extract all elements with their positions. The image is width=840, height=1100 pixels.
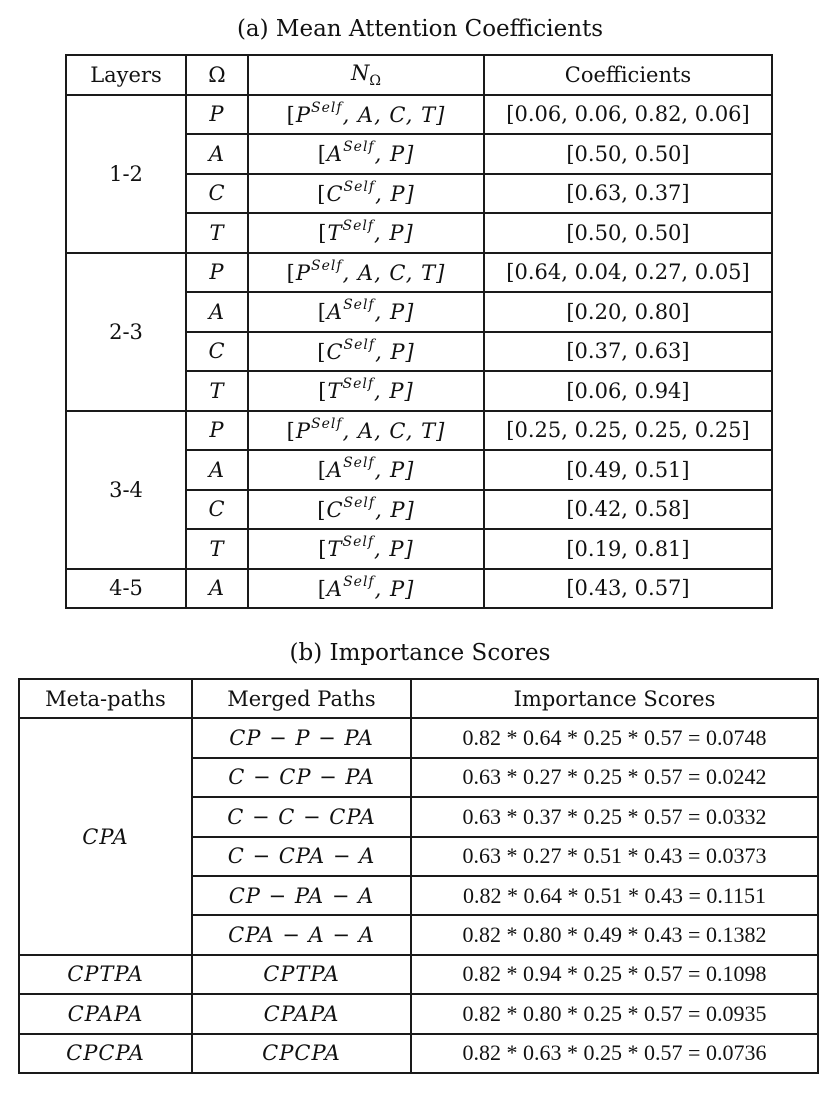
table-a-header-row (66, 55, 772, 95)
open-bracket: [ (286, 102, 296, 127)
header-n-subscript: Ω (369, 72, 381, 89)
self-node: P (295, 418, 312, 443)
omega-cell: T (186, 371, 248, 411)
header-meta-paths: Meta-paths (19, 679, 192, 718)
merged-path-cell: C − C − CPA (192, 797, 411, 836)
merged-path-cell: C − CP − PA (192, 758, 411, 797)
omega-cell: A (186, 569, 248, 609)
neighborhood-cell (248, 450, 484, 490)
self-node: T (327, 537, 343, 562)
coefficients-cell: [0.49, 0.51] (484, 450, 772, 490)
importance-score-cell: 0.63 * 0.27 * 0.51 * 0.43 = 0.0373 (411, 837, 818, 876)
omega-cell: P (186, 253, 248, 293)
header-coefficients: Coefficients (484, 55, 772, 95)
coefficients-cell: [0.63, 0.37] (484, 174, 772, 214)
open-bracket: [ (317, 576, 327, 601)
table-row (19, 994, 818, 1033)
table-row (66, 569, 772, 609)
header-neighborhood (248, 55, 484, 95)
neighborhood-cell (248, 332, 484, 372)
self-superscript: Self (342, 534, 375, 551)
importance-scores-table (18, 678, 819, 1074)
self-node: T (327, 221, 343, 246)
table-row (19, 718, 818, 757)
self-node: A (326, 142, 344, 167)
importance-score-cell: 0.82 * 0.80 * 0.25 * 0.57 = 0.0935 (411, 994, 818, 1033)
open-bracket: [ (286, 418, 296, 443)
self-superscript: Self (342, 376, 375, 393)
merged-path-cell: CPTPA (192, 955, 411, 994)
neighbor-rest: , P] (374, 458, 415, 483)
omega-cell: C (186, 174, 248, 214)
self-node: P (295, 260, 312, 285)
self-node: A (326, 576, 344, 601)
meta-path-cell: CPA (19, 718, 192, 954)
neighbor-rest: , P] (374, 300, 415, 325)
neighborhood-cell (248, 253, 484, 293)
neighbor-rest: , A, C, T] (342, 102, 446, 127)
self-superscript: Self (342, 218, 375, 235)
neighbor-rest: , P] (374, 537, 414, 562)
omega-cell: A (186, 292, 248, 332)
omega-cell: C (186, 332, 248, 372)
coefficients-cell: [0.43, 0.57] (484, 569, 772, 609)
coefficients-cell: [0.50, 0.50] (484, 134, 772, 174)
coefficients-cell: [0.06, 0.94] (484, 371, 772, 411)
meta-path-cell: CPAPA (19, 994, 192, 1033)
neighbor-rest: , P] (374, 221, 414, 246)
table-row (66, 253, 772, 293)
self-node: P (295, 102, 312, 127)
coefficients-cell: [0.42, 0.58] (484, 490, 772, 530)
self-superscript: Self (343, 336, 376, 353)
merged-path-cell: CPCPA (192, 1034, 411, 1073)
self-superscript: Self (343, 455, 375, 472)
self-superscript: Self (311, 99, 343, 116)
merged-path-cell: C − CPA − A (192, 837, 411, 876)
open-bracket: [ (317, 181, 327, 206)
importance-score-cell: 0.63 * 0.37 * 0.25 * 0.57 = 0.0332 (411, 797, 818, 836)
merged-path-cell: CP − P − PA (192, 718, 411, 757)
neighborhood-cell (248, 213, 484, 253)
neighbor-rest: , A, C, T] (342, 418, 446, 443)
self-superscript: Self (343, 297, 375, 314)
self-superscript: Self (311, 415, 343, 432)
layers-cell: 2-3 (66, 253, 186, 411)
neighbor-rest: , P] (375, 181, 415, 206)
neighborhood-cell (248, 174, 484, 214)
table-row (19, 1034, 818, 1073)
meta-path-cell: CPTPA (19, 955, 192, 994)
neighborhood-cell (248, 292, 484, 332)
importance-score-cell: 0.82 * 0.64 * 0.51 * 0.43 = 0.1151 (411, 876, 818, 915)
self-node: T (327, 379, 343, 404)
neighbor-rest: , P] (375, 497, 415, 522)
self-node: A (326, 300, 344, 325)
header-importance-scores: Importance Scores (411, 679, 818, 718)
neighborhood-cell (248, 134, 484, 174)
layers-cell: 3-4 (66, 411, 186, 569)
table-a-caption: (a) Mean Attention Coefficients (236, 16, 604, 42)
open-bracket: [ (317, 142, 327, 167)
neighbor-rest: , P] (374, 576, 415, 601)
omega-cell: P (186, 411, 248, 451)
neighborhood-cell (248, 490, 484, 530)
importance-score-cell: 0.82 * 0.94 * 0.25 * 0.57 = 0.1098 (411, 955, 818, 994)
neighborhood-cell (248, 529, 484, 569)
importance-score-cell: 0.63 * 0.27 * 0.25 * 0.57 = 0.0242 (411, 758, 818, 797)
header-omega: Ω (186, 55, 248, 95)
attention-coefficients-table (65, 54, 773, 609)
coefficients-cell: [0.64, 0.04, 0.27, 0.05] (484, 253, 772, 293)
neighbor-rest: , P] (374, 379, 414, 404)
importance-score-cell: 0.82 * 0.63 * 0.25 * 0.57 = 0.0736 (411, 1034, 818, 1073)
neighborhood-cell (248, 569, 484, 609)
table-row (66, 95, 772, 135)
self-superscript: Self (343, 573, 375, 590)
table-row (19, 955, 818, 994)
merged-path-cell: CPAPA (192, 994, 411, 1033)
self-superscript: Self (343, 139, 375, 156)
importance-score-cell: 0.82 * 0.80 * 0.49 * 0.43 = 0.1382 (411, 915, 818, 954)
neighbor-rest: , P] (375, 339, 415, 364)
coefficients-cell: [0.37, 0.63] (484, 332, 772, 372)
open-bracket: [ (318, 379, 328, 404)
self-node: C (326, 339, 344, 364)
coefficients-cell: [0.20, 0.80] (484, 292, 772, 332)
open-bracket: [ (318, 537, 328, 562)
open-bracket: [ (286, 260, 296, 285)
self-superscript: Self (343, 494, 376, 511)
self-node: C (326, 497, 344, 522)
omega-cell: C (186, 490, 248, 530)
self-superscript: Self (343, 178, 376, 195)
omega-cell: T (186, 529, 248, 569)
omega-cell: T (186, 213, 248, 253)
table-row (66, 411, 772, 451)
self-node: C (326, 181, 344, 206)
neighborhood-cell (248, 95, 484, 135)
open-bracket: [ (317, 300, 327, 325)
layers-cell: 1-2 (66, 95, 186, 253)
open-bracket: [ (318, 221, 328, 246)
self-node: A (326, 458, 344, 483)
importance-score-cell: 0.82 * 0.64 * 0.25 * 0.57 = 0.0748 (411, 718, 818, 757)
coefficients-cell: [0.19, 0.81] (484, 529, 772, 569)
table-b-caption: (b) Importance Scores (289, 640, 551, 666)
layers-cell: 4-5 (66, 569, 186, 609)
coefficients-cell: [0.25, 0.25, 0.25, 0.25] (484, 411, 772, 451)
neighborhood-cell (248, 371, 484, 411)
neighbor-rest: , A, C, T] (342, 260, 446, 285)
table-b-header-row (19, 679, 818, 718)
open-bracket: [ (317, 339, 327, 364)
merged-path-cell: CP − PA − A (192, 876, 411, 915)
omega-cell: P (186, 95, 248, 135)
header-n-symbol: N (351, 60, 370, 85)
omega-cell: A (186, 134, 248, 174)
self-superscript: Self (311, 257, 343, 274)
neighbor-rest: , P] (374, 142, 415, 167)
header-layers: Layers (66, 55, 186, 95)
open-bracket: [ (317, 497, 327, 522)
coefficients-cell: [0.06, 0.06, 0.82, 0.06] (484, 95, 772, 135)
header-merged-paths: Merged Paths (192, 679, 411, 718)
open-bracket: [ (317, 458, 327, 483)
neighborhood-cell (248, 411, 484, 451)
coefficients-cell: [0.50, 0.50] (484, 213, 772, 253)
omega-cell: A (186, 450, 248, 490)
merged-path-cell: CPA − A − A (192, 915, 411, 954)
meta-path-cell: CPCPA (19, 1034, 192, 1073)
